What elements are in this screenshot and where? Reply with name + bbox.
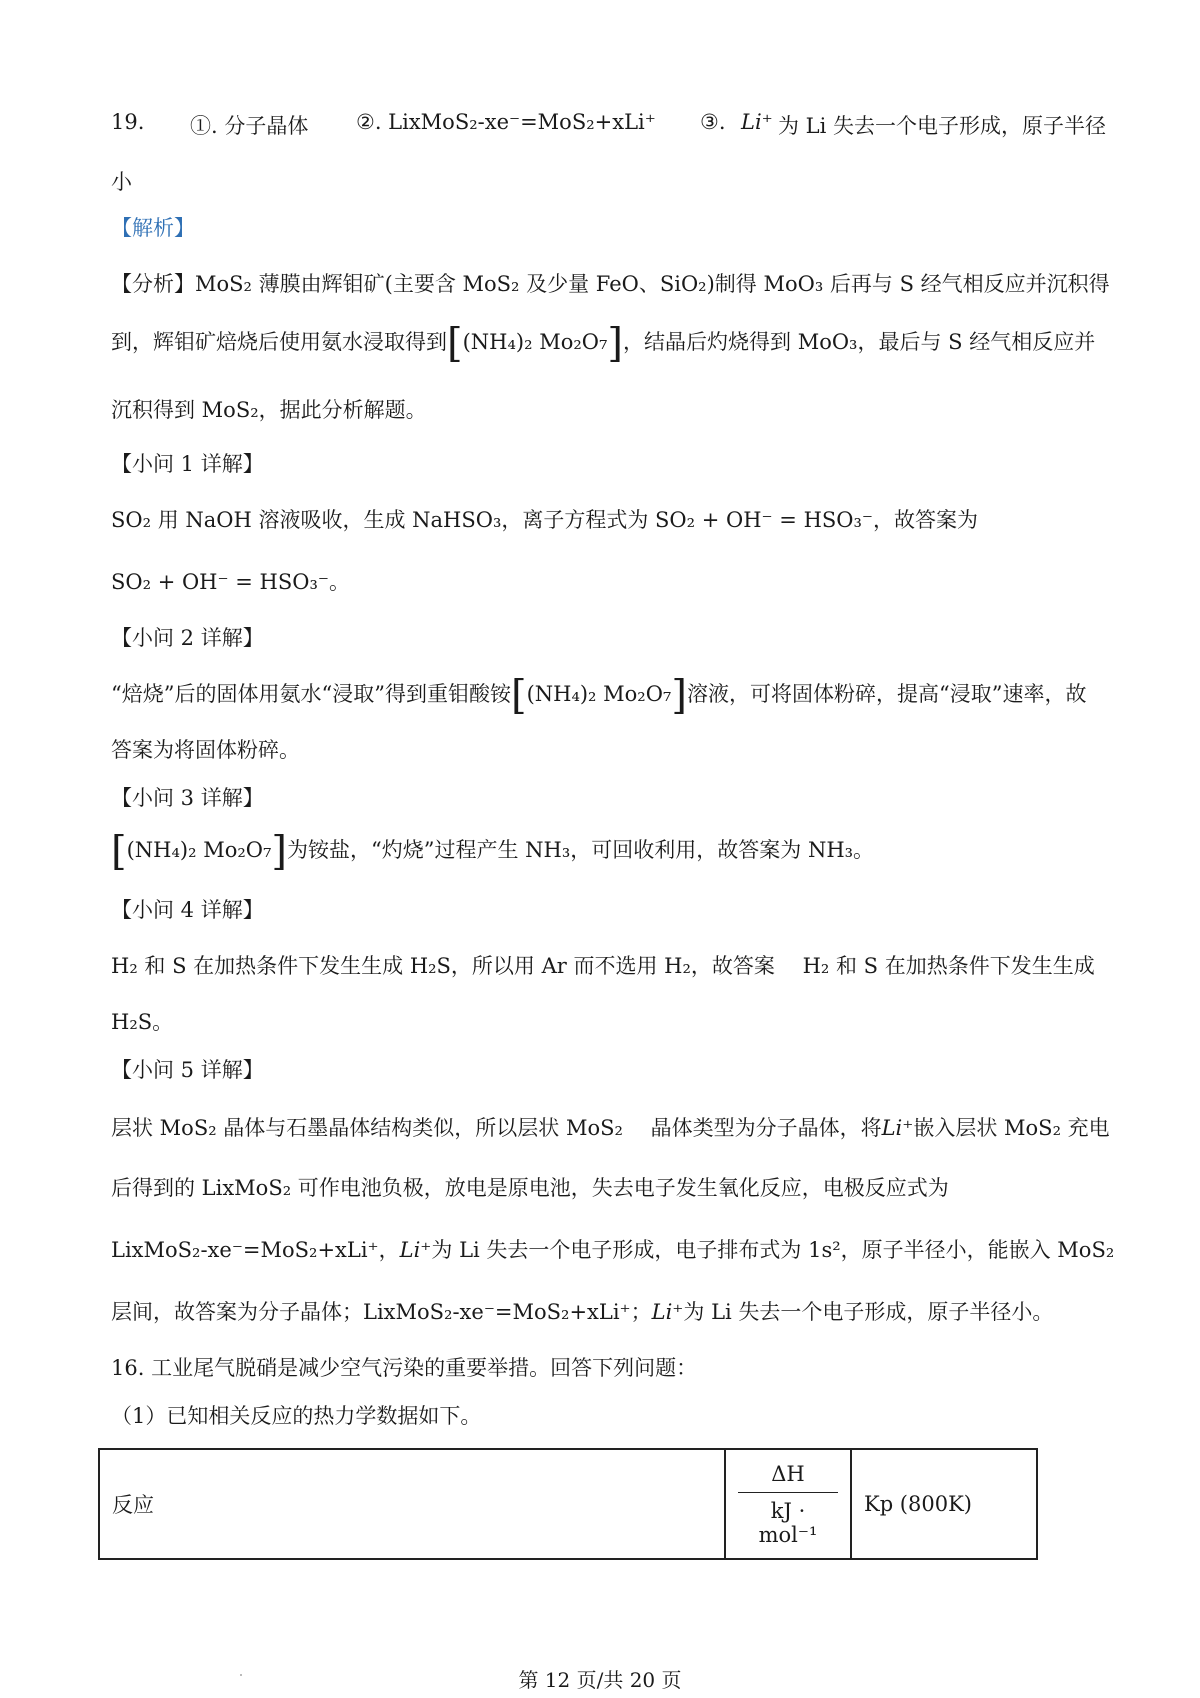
- q16-title: 16. 工业尾气脱硝是减少空气污染的重要举措。回答下列问题：: [111, 1356, 698, 1380]
- ammonium-dimolybdate-formula: [(NH₄)₂ Mo₂O₇]: [111, 828, 288, 875]
- q2-heading: 【小问 2 详解】: [111, 626, 264, 650]
- answer-2: ②. LixMoS₂-xe⁻=MoS₂+xLi⁺: [356, 110, 656, 134]
- q1-line-2: SO₂ + OH⁻ = HSO₃⁻。: [111, 570, 350, 594]
- q5-line-4: 层间，故答案为分子晶体；LixMoS₂-xe⁻=MoS₂+xLi⁺；Li⁺为 Li 失去一个电子形成，原子半径小。: [111, 1300, 1054, 1324]
- q3-heading: 【小问 3 详解】: [111, 786, 264, 810]
- answer-3-mark: ③.: [700, 110, 726, 134]
- table-header-enthalpy: $\frac{\Delta H}{\text{kJ · mol⁻¹}}$: [725, 1449, 851, 1559]
- q5-heading: 【小问 5 详解】: [111, 1058, 264, 1082]
- q5-line-2: 后得到的 LixMoS₂ 可作电池负极，放电是原电池，失去电子发生氧化反应，电极反应式为: [111, 1176, 949, 1200]
- answer-3-ion: Li⁺: [741, 110, 773, 134]
- q16-sub1: （1）已知相关反应的热力学数据如下。: [111, 1404, 482, 1428]
- table-row: [99, 1449, 1037, 1559]
- table-header-reaction: 反应: [99, 1449, 725, 1559]
- q3-line-1: [(NH₄)₂ Mo₂O₇]为铵盐，“灼烧”过程产生 NH₃，可回收利用，故答案为 NH₃。: [111, 828, 875, 875]
- q2-line-1: “焙烧”后的固体用氨水“浸取”得到重钼酸铵[(NH₄)₂ Mo₂O₇]溶液，可将固体粉碎，提高“浸取”速率，故: [111, 672, 1087, 719]
- q5-line-1: 层状 MoS₂ 晶体与石墨晶体结构类似，所以层状 MoS₂ 晶体类型为分子晶体，将Li⁺嵌入层状 MoS₂ 充电: [111, 1116, 1110, 1140]
- analysis-line-2: 到，辉钼矿焙烧后使用氨水浸取得到[(NH₄)₂ Mo₂O₇]，结晶后灼烧得到 MoO₃，最后与 S 经气相反应并: [111, 320, 1096, 367]
- analysis-line-1: 【分析】MoS₂ 薄膜由辉钼矿(主要含 MoS₂ 及少量 FeO、SiO₂)制得 MoO₃ 后再与 S 经气相反应并沉积得: [111, 272, 1110, 296]
- answer-3-text: 为 Li 失去一个电子形成，原子半径: [778, 114, 1107, 138]
- q5-line-3: LixMoS₂-xe⁻=MoS₂+xLi⁺，Li⁺为 Li 失去一个电子形成，电子排布式为 1s²，原子半径小，能嵌入 MoS₂: [111, 1238, 1115, 1262]
- question-number: 19.: [111, 110, 145, 134]
- ammonium-dimolybdate-formula: [(NH₄)₂ Mo₂O₇]: [447, 320, 624, 367]
- analysis-line-3: 沉积得到 MoS₂，据此分析解题。: [111, 398, 427, 422]
- q1-heading: 【小问 1 详解】: [111, 452, 264, 476]
- q4-line-1: H₂ 和 S 在加热条件下发生生成 H₂S，所以用 Ar 而不选用 H₂，故答案 H₂ 和 S 在加热条件下发生生成: [111, 954, 1095, 978]
- thermo-data-table: [98, 1448, 1038, 1560]
- q4-line-2: H₂S。: [111, 1010, 174, 1034]
- table-header-kp: Kp (800K): [851, 1449, 1037, 1559]
- page-footer: 第 12 页/共 20 页: [518, 1668, 682, 1692]
- ammonium-dimolybdate-formula: [(NH₄)₂ Mo₂O₇]: [510, 672, 687, 719]
- q1-line-1: SO₂ 用 NaOH 溶液吸收，生成 NaHSO₃，离子方程式为 SO₂ + OH⁻ = HSO₃⁻，故答案为: [111, 508, 978, 532]
- answer-1: ①. 分子晶体: [190, 114, 309, 138]
- answer-3-tail: 小: [111, 170, 132, 194]
- q4-heading: 【小问 4 详解】: [111, 898, 264, 922]
- q2-line-2: 答案为将固体粉碎。: [111, 738, 300, 762]
- jiexi-heading: 【解析】: [111, 216, 195, 240]
